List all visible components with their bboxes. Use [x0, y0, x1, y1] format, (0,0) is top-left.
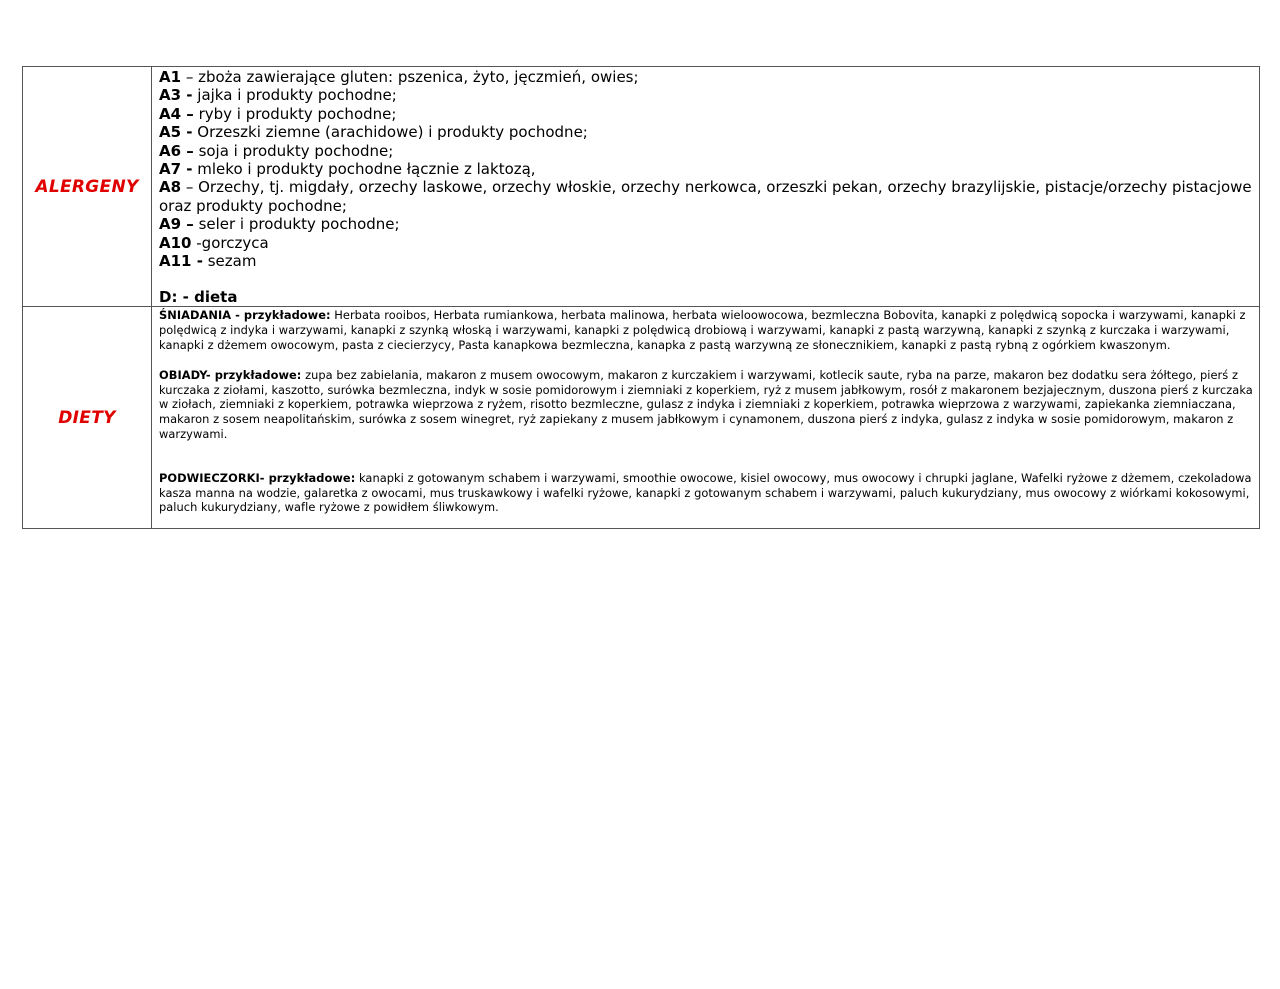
allergen-item	[159, 68, 1253, 86]
allergen-code: A8	[159, 178, 182, 197]
allergen-item	[159, 234, 1253, 252]
allergen-item	[159, 123, 1253, 141]
allergen-code: A4 –	[159, 104, 194, 123]
allergen-item	[159, 86, 1253, 104]
spacer	[159, 353, 1253, 368]
allergen-text: jajka i produkty pochodne;	[197, 86, 397, 105]
allergen-code: A9 –	[159, 215, 194, 234]
lunch-section	[159, 368, 1253, 442]
diets-row	[23, 307, 1260, 529]
allergen-separator: –	[181, 178, 199, 197]
allergen-item	[159, 178, 1253, 215]
allergen-text: soja i produkty pochodne;	[198, 141, 394, 160]
allergen-item	[159, 105, 1253, 123]
breakfast-text: Herbata rooibos, Herbata rumiankowa, herbata malinowa, herbata wieloowocowa, bezmleczna Bobovita, kanapki z polędwicą sopocka i warzywami, kanapki z polędwicą z indyka i warzywami, kanapki z szynką włoską i warzywami, kanapki z polędwicą drobiową i warzywami, kanapki z pastą warzywną, kanapki z szynką z kurczaka i warzywami, kanapki z dżemem owocowym, pasta z ciecierzycy, Pasta kanapkowa bezmleczna, kanapka z pastą warzywną ze słonecznikiem, kanapki z pastą rybną z ogórkiem kwaszonym.	[159, 308, 1246, 353]
diet-note: D: - dieta	[159, 288, 238, 307]
lunch-heading: OBIADY- przykładowe:	[159, 367, 302, 382]
allergens-label-cell	[23, 67, 152, 307]
spacer	[159, 442, 1253, 471]
snack-section	[159, 471, 1253, 515]
allergen-text: mleko i produkty pochodne łącznie z laktozą,	[197, 160, 536, 179]
allergens-row	[23, 67, 1260, 307]
snack-heading: PODWIECZORKI- przykładowe:	[159, 470, 356, 485]
diets-label-cell	[23, 307, 152, 529]
allergen-diet-table	[22, 66, 1260, 529]
snack-text: kanapki z gotowanym schabem i warzywami, smoothie owocowe, kisiel owocowy, mus owocowy i chrupki jaglane, Wafelki ryżowe z dżemem, czekoladowa kasza manna na wodzie, galaretka z owocami, mus truskawkowy i wafelki ryżowe, kanapki z gotowanym schabem i warzywami, paluch kukurydziany, mus owocowy z wiórkami kokosowymi, paluch kukurydziany, wafle ryżowe z powidłem śliwkowym.	[159, 470, 1252, 515]
allergen-code: A3 -	[159, 86, 193, 105]
allergen-code: A6 –	[159, 141, 194, 160]
lunch-text: zupa bez zabielania, makaron z musem owocowym, makaron z kurczakiem i warzywami, kotlecik saute, ryba na parze, makaron bez dodatku sera żółtego, pierś z kurczaka z ziołami, kaszotto, surówka bezmleczna, indyk w sosie pomidorowym i ziemniaki z koperkiem, ryż z musem jabłkowym, rosół z makaronem bezjajecznym, duszona pierś z kurczaka w ziołach, ziemniaki z koperkiem, potrawka wieprzowa z ryżem, risotto bezmleczne, gulasz z indyka i ziemniaki z koperkiem, potrawka wieprzowa z warzywami, zapiekanka ziemniaczana, makaron z sosem neapolitańskim, surówka z sosem winegret, ryż zapiekany z musem jabłkowym i cynamonem, duszona pierś z indyka, gulasz z indyka w sosie pomidorowym, makaron z warzywami.	[159, 367, 1253, 442]
allergen-code: A7 -	[159, 160, 193, 179]
allergen-text: Orzechy, tj. migdały, orzechy laskowe, orzechy włoskie, orzechy nerkowca, orzeszki pekan, orzechy brazylijskie, pistacje/orzechy pistacjowe oraz produkty pochodne;	[159, 178, 1252, 215]
allergen-item	[159, 215, 1253, 233]
allergen-text: -gorczyca	[196, 233, 269, 252]
allergen-code: A10	[159, 233, 192, 252]
allergens-label: ALERGENY	[35, 176, 139, 197]
allergen-code: A1	[159, 68, 182, 86]
allergen-item	[159, 252, 1253, 270]
allergen-code: A11 -	[159, 252, 203, 271]
allergen-code: A5 -	[159, 123, 193, 142]
diets-label: DIETY	[58, 407, 116, 428]
allergen-item	[159, 160, 1253, 178]
allergen-text: sezam	[207, 252, 257, 271]
allergen-text: Orzeszki ziemne (arachidowe) i produkty pochodne;	[197, 123, 588, 142]
breakfast-heading: ŚNIADANIA - przykładowe:	[159, 308, 331, 323]
allergen-item	[159, 142, 1253, 160]
spacer	[159, 270, 1253, 288]
allergen-text: seler i produkty pochodne;	[198, 215, 400, 234]
allergen-text: zboża zawierające gluten: pszenica, żyto, jęczmień, owies;	[198, 68, 639, 86]
allergen-text: ryby i produkty pochodne;	[198, 104, 397, 123]
allergen-separator: –	[181, 68, 199, 86]
diets-content-cell	[152, 307, 1260, 529]
allergens-content-cell	[152, 67, 1260, 307]
breakfast-section	[159, 308, 1253, 352]
